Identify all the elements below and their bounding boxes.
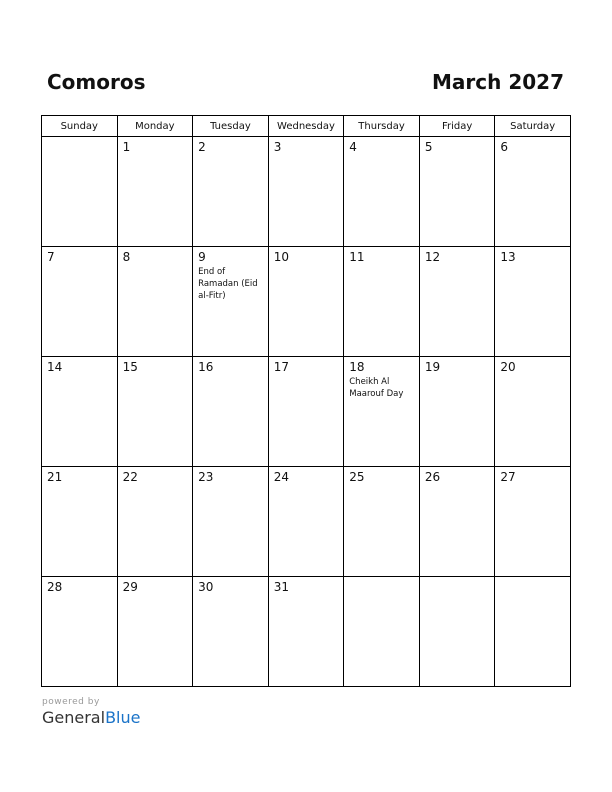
day-cell <box>344 247 420 357</box>
day-cell <box>344 577 420 687</box>
week-row <box>42 137 571 247</box>
day-number: 12 <box>424 250 441 264</box>
weekday-header: Tuesday <box>193 116 269 137</box>
country-title: Comoros <box>47 70 146 94</box>
day-cell <box>419 357 495 467</box>
logo-blue-text: Blue <box>105 708 141 727</box>
day-number: 15 <box>122 360 138 374</box>
day-cell <box>268 357 344 467</box>
day-number: 23 <box>198 470 214 484</box>
day-number: 6 <box>500 140 509 154</box>
weekday-header-row <box>42 116 571 137</box>
day-number: 26 <box>424 470 441 484</box>
day-cell <box>495 467 571 577</box>
day-number: 10 <box>273 250 289 264</box>
day-number: 17 <box>273 360 289 374</box>
day-cell <box>268 467 344 577</box>
day-cell <box>117 357 193 467</box>
day-number: 1 <box>122 140 131 154</box>
day-number: 2 <box>198 140 206 154</box>
day-cell <box>419 247 495 357</box>
day-number: 11 <box>349 250 365 264</box>
day-cell <box>42 577 118 687</box>
generalblue-logo[interactable] <box>42 708 140 727</box>
day-cell <box>193 357 269 467</box>
calendar-grid <box>41 115 571 687</box>
weekday-header: Friday <box>419 116 495 137</box>
day-cell <box>495 247 571 357</box>
day-number: 29 <box>122 580 138 594</box>
month-title: March 2027 <box>432 70 564 94</box>
day-number <box>420 577 495 579</box>
day-cell <box>268 577 344 687</box>
brand-footer <box>42 697 140 727</box>
day-cell <box>344 357 420 467</box>
day-cell <box>344 137 420 247</box>
day-number: 28 <box>47 580 63 594</box>
day-number: 22 <box>122 470 138 484</box>
day-number: 25 <box>349 470 365 484</box>
day-cell <box>495 137 571 247</box>
week-row <box>42 357 571 467</box>
day-cell <box>193 577 269 687</box>
weekday-header: Saturday <box>495 116 571 137</box>
day-cell <box>344 467 420 577</box>
day-number: 4 <box>349 140 357 154</box>
day-cell <box>117 137 193 247</box>
day-number <box>495 577 570 579</box>
week-row <box>42 577 571 687</box>
day-number: 24 <box>273 470 289 484</box>
day-number <box>42 137 117 139</box>
day-cell <box>42 137 118 247</box>
day-number: 3 <box>273 140 282 154</box>
day-number: 31 <box>273 580 289 594</box>
day-cell <box>193 247 269 357</box>
weekday-header: Monday <box>117 116 193 137</box>
day-cell <box>495 577 571 687</box>
day-number: 9 <box>198 250 206 264</box>
day-cell <box>419 577 495 687</box>
day-number: 21 <box>47 470 63 484</box>
day-cell <box>42 467 118 577</box>
day-cell <box>117 247 193 357</box>
day-cell <box>495 357 571 467</box>
day-cell <box>117 467 193 577</box>
day-cell <box>42 357 118 467</box>
week-row <box>42 467 571 577</box>
day-number: 8 <box>122 250 131 264</box>
day-cell <box>268 137 344 247</box>
day-number: 20 <box>500 360 516 374</box>
day-number: 18 <box>349 360 365 374</box>
day-number: 27 <box>500 470 516 484</box>
day-number: 7 <box>47 250 55 264</box>
day-number: 13 <box>500 250 516 264</box>
day-cell <box>268 247 344 357</box>
day-cell <box>419 137 495 247</box>
powered-by-text: powered by <box>42 697 100 707</box>
day-cell <box>193 137 269 247</box>
logo-general-text: General <box>42 708 106 727</box>
holiday-label: End of Ramadan (Eid al-Fitr) <box>198 267 258 301</box>
day-number: 16 <box>198 360 214 374</box>
day-cell <box>117 577 193 687</box>
day-cell <box>42 247 118 357</box>
day-number: 30 <box>198 580 214 594</box>
weekday-header: Wednesday <box>268 116 344 137</box>
week-row <box>42 247 571 357</box>
day-number: 14 <box>47 360 63 374</box>
weekday-header: Thursday <box>344 116 420 137</box>
day-number <box>344 577 419 579</box>
day-cell <box>419 467 495 577</box>
day-number: 19 <box>424 360 441 374</box>
day-cell <box>193 467 269 577</box>
day-number: 5 <box>424 140 433 154</box>
weekday-header: Sunday <box>42 116 118 137</box>
holiday-label: Cheikh Al Maarouf Day <box>349 377 404 399</box>
